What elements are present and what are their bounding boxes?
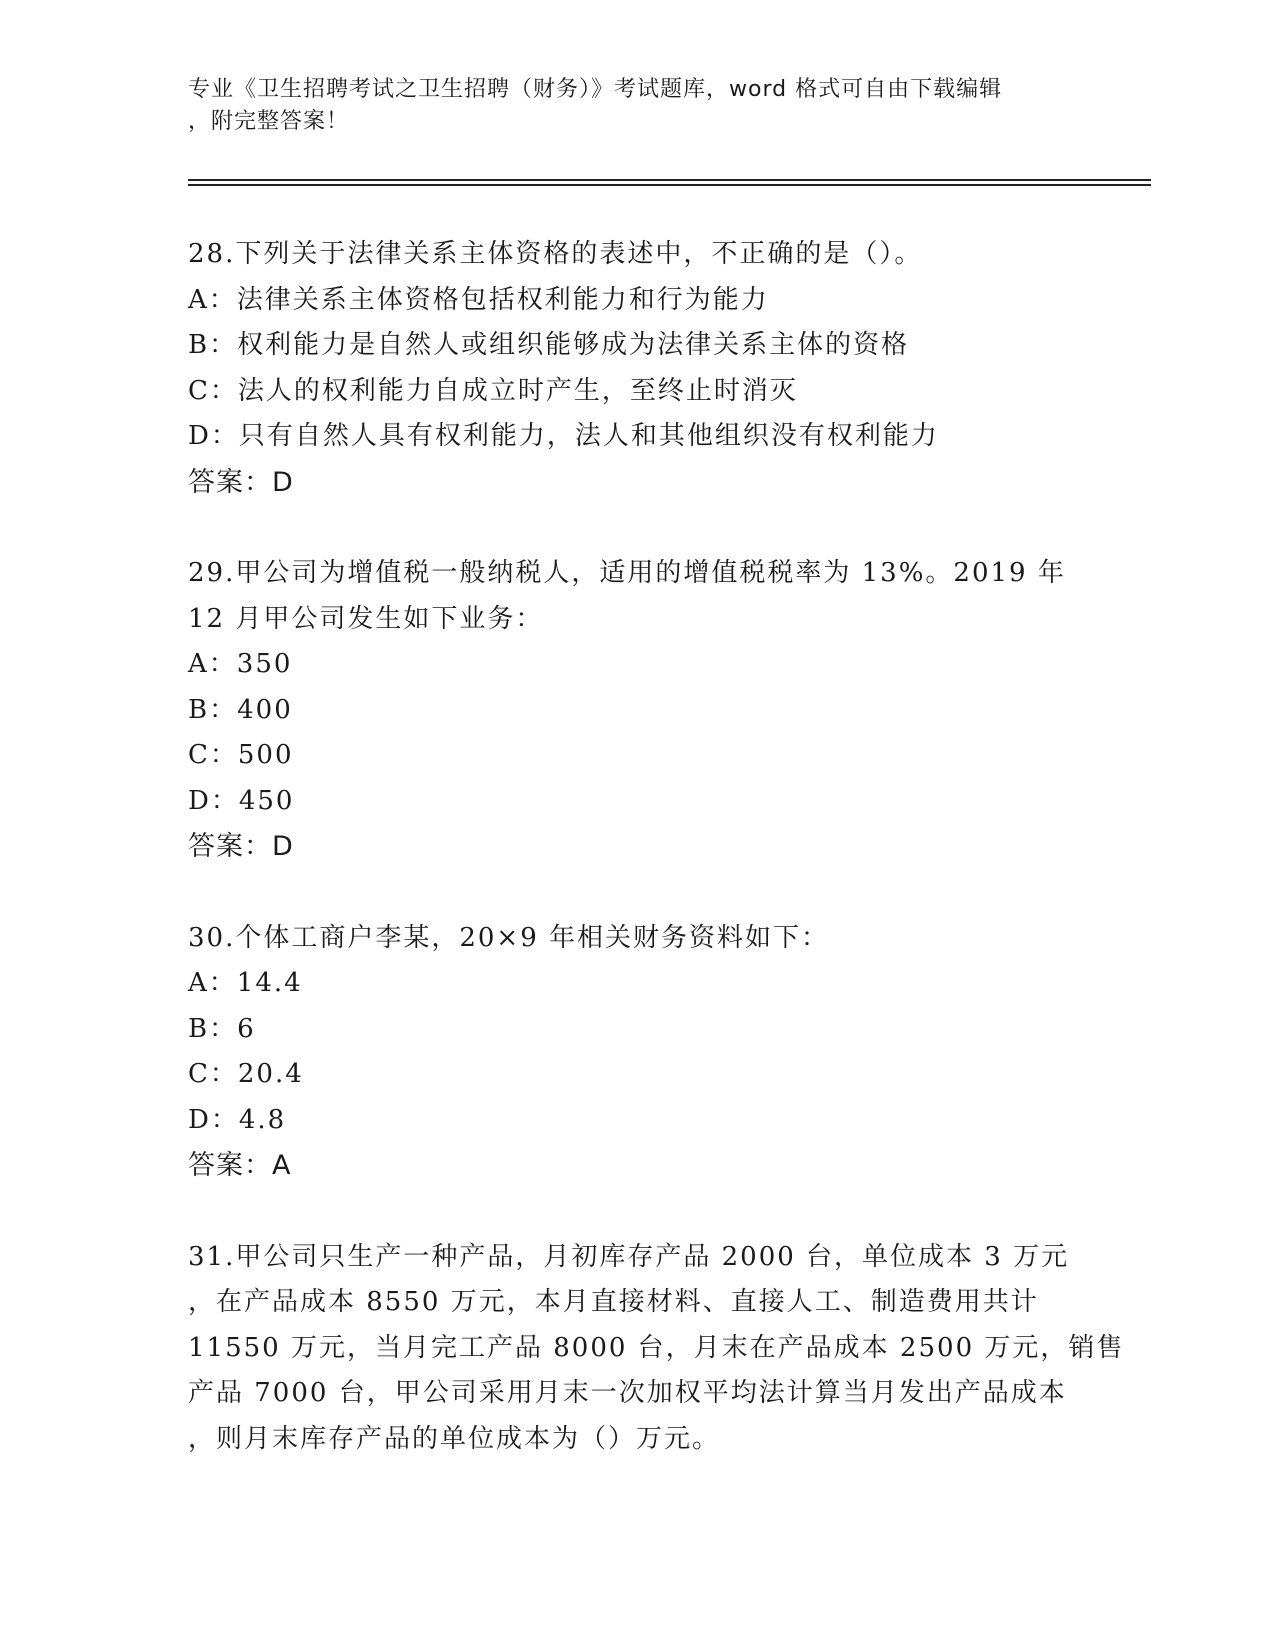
question-text: 产品 7000 台，甲公司采用月末一次加权平均法计算当月发出产品成本	[188, 1378, 1067, 1408]
header-rule-top	[188, 179, 1151, 181]
option-c: C：法人的权利能力自成立时产生，至终止时消灭	[188, 375, 798, 406]
question-28	[188, 232, 1088, 505]
option-c: C：20.4	[188, 1059, 304, 1089]
option-d: D：4.8	[188, 1104, 287, 1135]
option-a: A：14.4	[188, 968, 303, 998]
question-text: 31.甲公司只生产一种产品，月初库存产品 2000 台，单位成本 3 万元	[188, 1241, 1070, 1272]
header-rule-bottom	[188, 184, 1151, 186]
question-30	[188, 916, 1088, 1189]
question-text: ，在产品成本 8550 万元，本月直接材料、直接人工、制造费用共计	[188, 1287, 1039, 1317]
question-text: 30.个体工商户李某，20×9 年相关财务资料如下：	[188, 922, 830, 953]
option-b: B：400	[188, 694, 293, 725]
option-d: D：只有自然人具有权利能力，法人和其他组织没有权利能力	[188, 421, 939, 451]
option-d: D：450	[188, 785, 295, 816]
question-text: 28.下列关于法律关系主体资格的表述中，不正确的是（）。	[188, 239, 923, 269]
option-b: B：权利能力是自然人或组织能够成为法律关系主体的资格	[188, 330, 910, 360]
option-a: A：350	[188, 649, 293, 679]
question-text: ，则月末库存产品的单位成本为（）万元。	[188, 1423, 721, 1454]
question-29	[188, 551, 1088, 870]
header-line-1: 专业《卫生招聘考试之卫生招聘（财务）》考试题库，word 格式可自由下载编辑	[188, 77, 1003, 102]
question-list	[188, 232, 1125, 1508]
question-text: 11550 万元，当月完工产品 8000 台，月末在产品成本 2500 万元，销售	[188, 1332, 1125, 1363]
document-header	[188, 74, 1088, 138]
answer: 答案：D	[188, 831, 294, 862]
answer: 答案：A	[188, 1150, 292, 1181]
option-b: B：6	[188, 1013, 256, 1044]
header-line-2: ，附完整答案！	[188, 109, 350, 134]
option-c: C：500	[188, 740, 294, 770]
answer: 答案：D	[188, 466, 294, 498]
question-31	[188, 1235, 1125, 1463]
option-a: A：法律关系主体资格包括权利能力和行为能力	[188, 284, 769, 315]
question-text: 29.甲公司为增值税一般纳税人，适用的增值税税率为 13%。2019 年	[188, 558, 1066, 588]
question-text: 12 月甲公司发生如下业务：	[188, 603, 544, 634]
